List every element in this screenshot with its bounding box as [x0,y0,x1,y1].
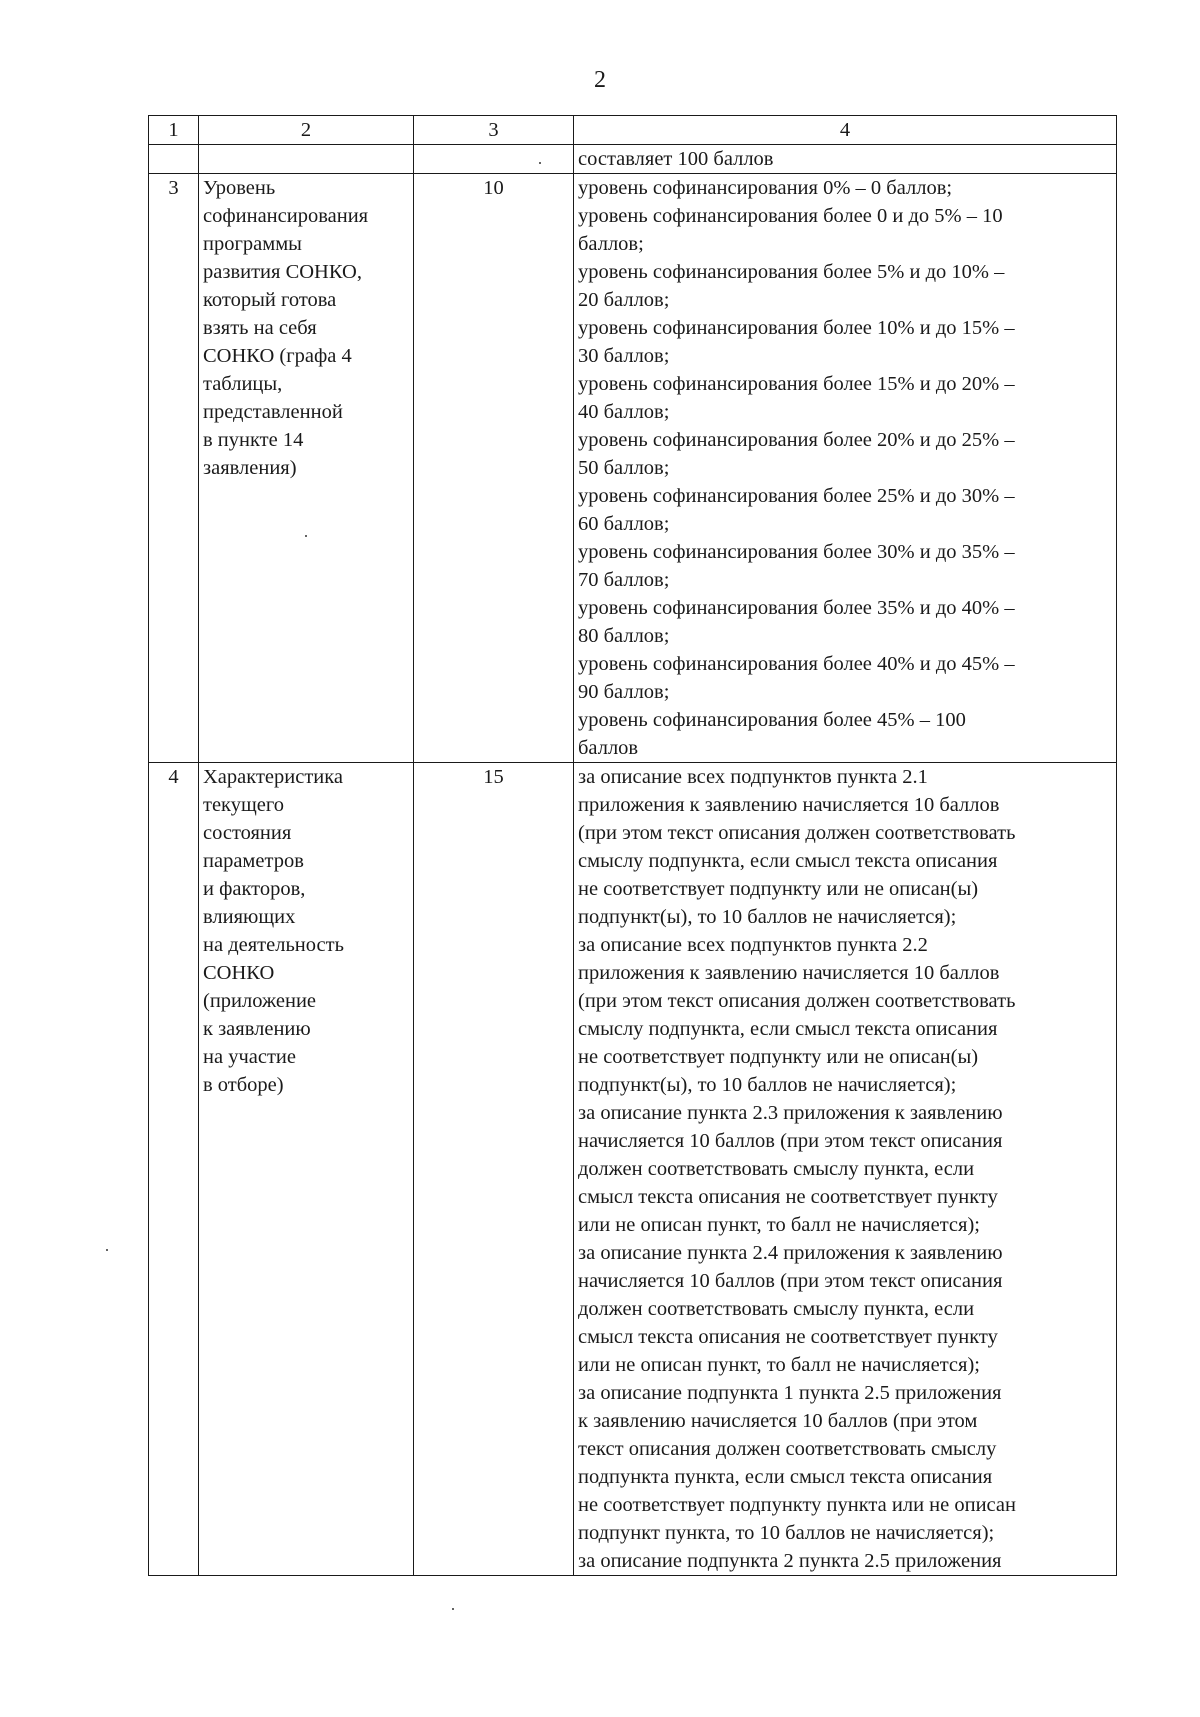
scoring-rule-line: уровень софинансирования более 45% – 100 [578,709,966,731]
scoring-rule-line: к заявлению начисляется 10 баллов (при этом [578,1410,978,1432]
criterion-cell [199,145,414,174]
scoring-rule-line: уровень софинансирования более 5% и до 10% – [578,261,1005,283]
row-number [149,145,199,174]
criterion-line: Уровень [203,177,276,199]
scoring-rule-line: 80 баллов; [578,625,670,647]
scoring-rule-line: не соответствует подпункту пункта или не описан [578,1494,1016,1516]
scoring-rule-line: уровень софинансирования более 20% и до 25% – [578,429,1015,451]
table-row [149,174,1117,763]
header-col-4: 4 [574,116,1117,145]
scoring-rule-line: за описание подпункта 2 пункта 2.5 приложения [578,1550,1002,1572]
criterion-line: Характеристика [203,766,343,788]
max-score-cell: 10 [414,174,574,763]
scoring-rule-cell [574,763,1117,1576]
criterion-line: в отборе) [203,1074,284,1096]
scan-speck [539,162,541,164]
scoring-rule-line: смыслу подпункта, если смысл текста описания [578,850,998,872]
scoring-rule-line: 50 баллов; [578,457,670,479]
scoring-rule-line: текст описания должен соответствовать смыслу [578,1438,997,1460]
criterion-line: текущего [203,794,285,816]
criterion-cell [199,174,414,763]
scoring-rule-line: 70 баллов; [578,569,670,591]
criterion-line: взять на себя [203,317,317,339]
max-score-cell [414,145,574,174]
criterion-line: влияющих [203,906,296,928]
scoring-rule-line: подпункта пункта, если смысл текста описания [578,1466,993,1488]
criterion-line: СОНКО (графа 4 [203,345,352,367]
criterion-line: на деятельность [203,934,344,956]
table-row [149,763,1117,1576]
scan-speck [305,535,307,537]
scoring-rule-line: составляет 100 баллов [578,148,774,170]
scoring-rule-line: подпункт пункта, то 10 баллов не начисляется); [578,1522,995,1544]
scoring-rule-line: должен соответствовать смыслу пункта, если [578,1158,975,1180]
scoring-rule-line: смысл текста описания не соответствует пункту [578,1326,998,1348]
scoring-rule-line: за описание всех подпунктов пункта 2.1 [578,766,928,788]
criterion-line: таблицы, [203,373,283,395]
row-number: 4 [149,763,199,1576]
scoring-rule-line: уровень софинансирования 0% – 0 баллов; [578,177,953,199]
criterion-line: развития СОНКО, [203,261,362,283]
scoring-rule-line: начисляется 10 баллов (при этом текст описания [578,1270,1003,1292]
scoring-rule-line: за описание пункта 2.4 приложения к заявлению [578,1242,1003,1264]
max-score-cell: 15 [414,763,574,1576]
scoring-rule-line: должен соответствовать смыслу пункта, если [578,1298,975,1320]
scoring-rule-cell [574,145,1117,174]
header-col-3: 3 [414,116,574,145]
scoring-rule-line: смысл текста описания не соответствует пункту [578,1186,998,1208]
header-col-2: 2 [199,116,414,145]
criterion-line: который готова [203,289,337,311]
scoring-rule-line: смыслу подпункта, если смысл текста описания [578,1018,998,1040]
scoring-rule-line: за описание всех подпунктов пункта 2.2 [578,934,928,956]
scan-speck [106,1249,108,1251]
scoring-rule-line: за описание подпункта 1 пункта 2.5 приложения [578,1382,1002,1404]
scoring-rule-line: 20 баллов; [578,289,670,311]
scoring-rule-line: баллов [578,737,639,759]
criterion-line: софинансирования [203,205,369,227]
scoring-rule-line: 40 баллов; [578,401,670,423]
scoring-rule-line: (при этом текст описания должен соответствовать [578,990,1016,1012]
table-header-row [149,116,1117,145]
scoring-rule-line: баллов; [578,233,644,255]
scoring-rule-line: подпункт(ы), то 10 баллов не начисляется); [578,1074,957,1096]
criterion-cell [199,763,414,1576]
scoring-rule-line: уровень софинансирования более 30% и до 35% – [578,541,1015,563]
scoring-rule-line: начисляется 10 баллов (при этом текст описания [578,1130,1003,1152]
scoring-rule-cell [574,174,1117,763]
criterion-line: представленной [203,401,343,423]
scoring-rule-line: за описание пункта 2.3 приложения к заявлению [578,1102,1003,1124]
scoring-rule-line: не соответствует подпункту или не описан(ы) [578,1046,979,1068]
scoring-rule-line: 30 баллов; [578,345,670,367]
page-number: 2 [594,67,606,93]
scoring-rule-line: уровень софинансирования более 40% и до 45% – [578,653,1015,675]
scoring-rule-line: уровень софинансирования более 25% и до 30% – [578,485,1015,507]
criterion-line: программы [203,233,302,255]
scoring-rule-line: приложения к заявлению начисляется 10 баллов [578,794,1000,816]
criterion-line: параметров [203,850,304,872]
criterion-line: на участие [203,1046,296,1068]
scoring-rule-line: 60 баллов; [578,513,670,535]
criteria-table [148,115,1117,1576]
criterion-line: к заявлению [203,1018,311,1040]
scoring-rule-line: или не описан пункт, то балл не начисляется); [578,1214,980,1236]
scoring-rule-line: приложения к заявлению начисляется 10 баллов [578,962,1000,984]
criterion-line: (приложение [203,990,317,1012]
scoring-rule-line: уровень софинансирования более 0 и до 5% – 10 [578,205,1003,227]
criterion-line: СОНКО [203,962,275,984]
scoring-rule-line: (при этом текст описания должен соответствовать [578,822,1016,844]
scan-speck [452,1608,454,1610]
criterion-line: и факторов, [203,878,306,900]
scoring-rule-line: уровень софинансирования более 10% и до 15% – [578,317,1015,339]
header-col-1: 1 [149,116,199,145]
scoring-rule-line: подпункт(ы), то 10 баллов не начисляется); [578,906,957,928]
scoring-rule-line: уровень софинансирования более 35% и до 40% – [578,597,1015,619]
scoring-rule-line: не соответствует подпункту или не описан(ы) [578,878,979,900]
criterion-line: в пункте 14 [203,429,304,451]
table-row [149,145,1117,174]
scoring-rule-line: уровень софинансирования более 15% и до 20% – [578,373,1015,395]
criterion-line: состояния [203,822,292,844]
row-number: 3 [149,174,199,763]
criterion-line: заявления) [203,457,297,479]
scoring-rule-line: или не описан пункт, то балл не начисляется); [578,1354,980,1376]
scoring-rule-line: 90 баллов; [578,681,670,703]
